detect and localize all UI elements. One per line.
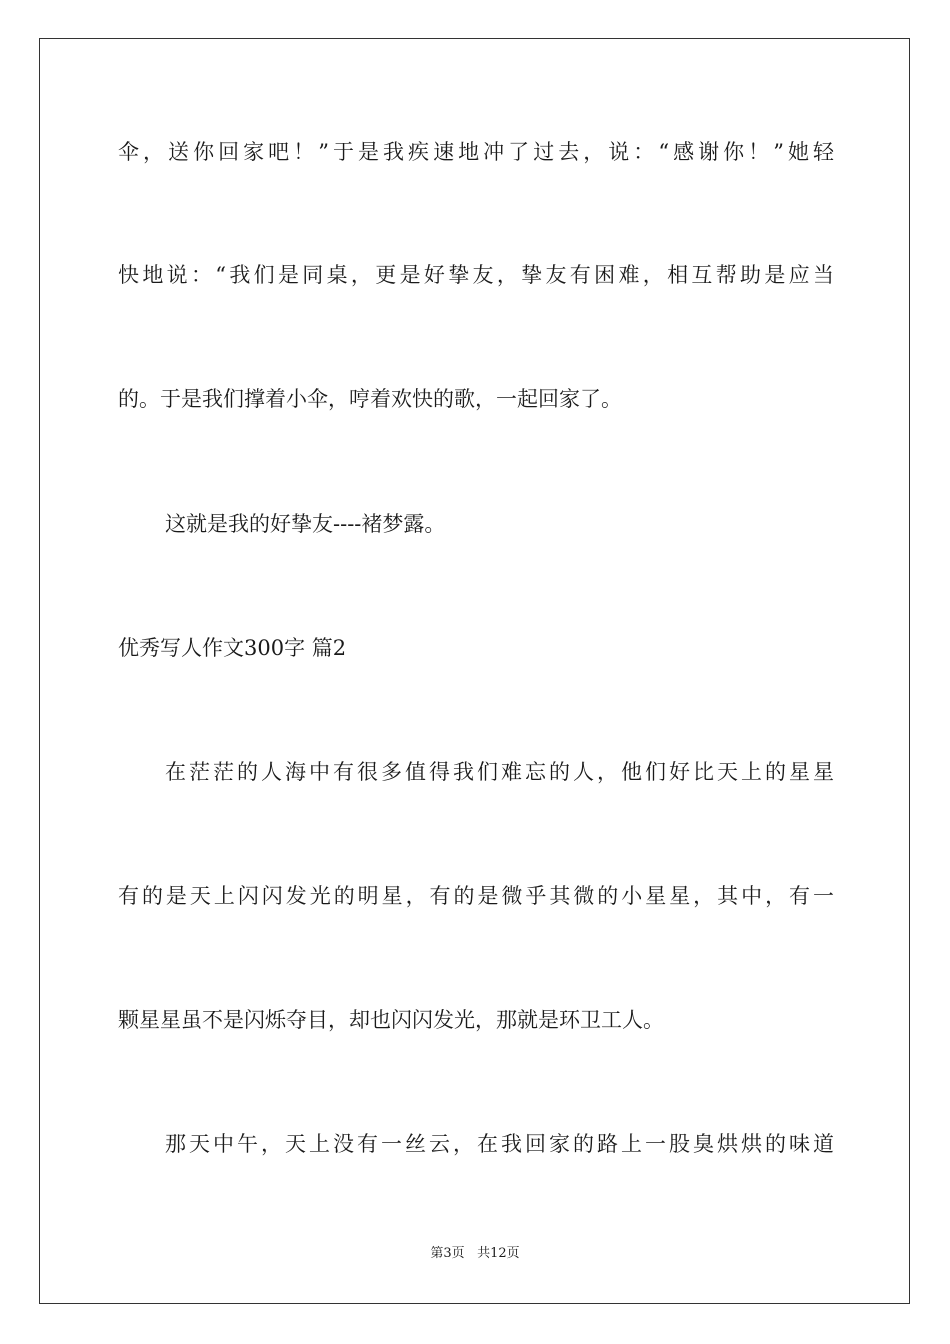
page-footer: [0, 1245, 950, 1263]
page-current: 第3页: [430, 1246, 465, 1261]
page-total: 共12页: [477, 1246, 520, 1261]
page-frame: [39, 38, 910, 1304]
paragraph-2-line-1: 这就是我的好挚友----褚梦露。: [165, 512, 446, 536]
paragraph-3-line-2: 有的是天上闪闪发光的明星，有的是微乎其微的小星星，其中，有一: [118, 884, 834, 908]
paragraph-3-line-3: 颗星星虽不是闪烁夺目，却也闪闪发光，那就是环卫工人。: [118, 1008, 664, 1032]
paragraph-3-line-1: 在茫茫的人海中有很多值得我们难忘的人，他们好比天上的星星: [165, 760, 834, 784]
paragraph-1-line-1: 伞，送你回家吧！”于是我疾速地冲了过去，说：“感谢你！”她轻: [118, 140, 834, 164]
paragraph-4-line-1: 那天中午，天上没有一丝云，在我回家的路上一股臭烘烘的味道: [165, 1132, 834, 1156]
paragraph-1-line-2: 快地说：“我们是同桌，更是好挚友，挚友有困难，相互帮助是应当: [118, 263, 834, 287]
section-heading: 优秀写人作文300字 篇2: [118, 636, 347, 660]
paragraph-1-line-3: 的。于是我们撑着小伞，哼着欢快的歌，一起回家了。: [118, 387, 622, 411]
